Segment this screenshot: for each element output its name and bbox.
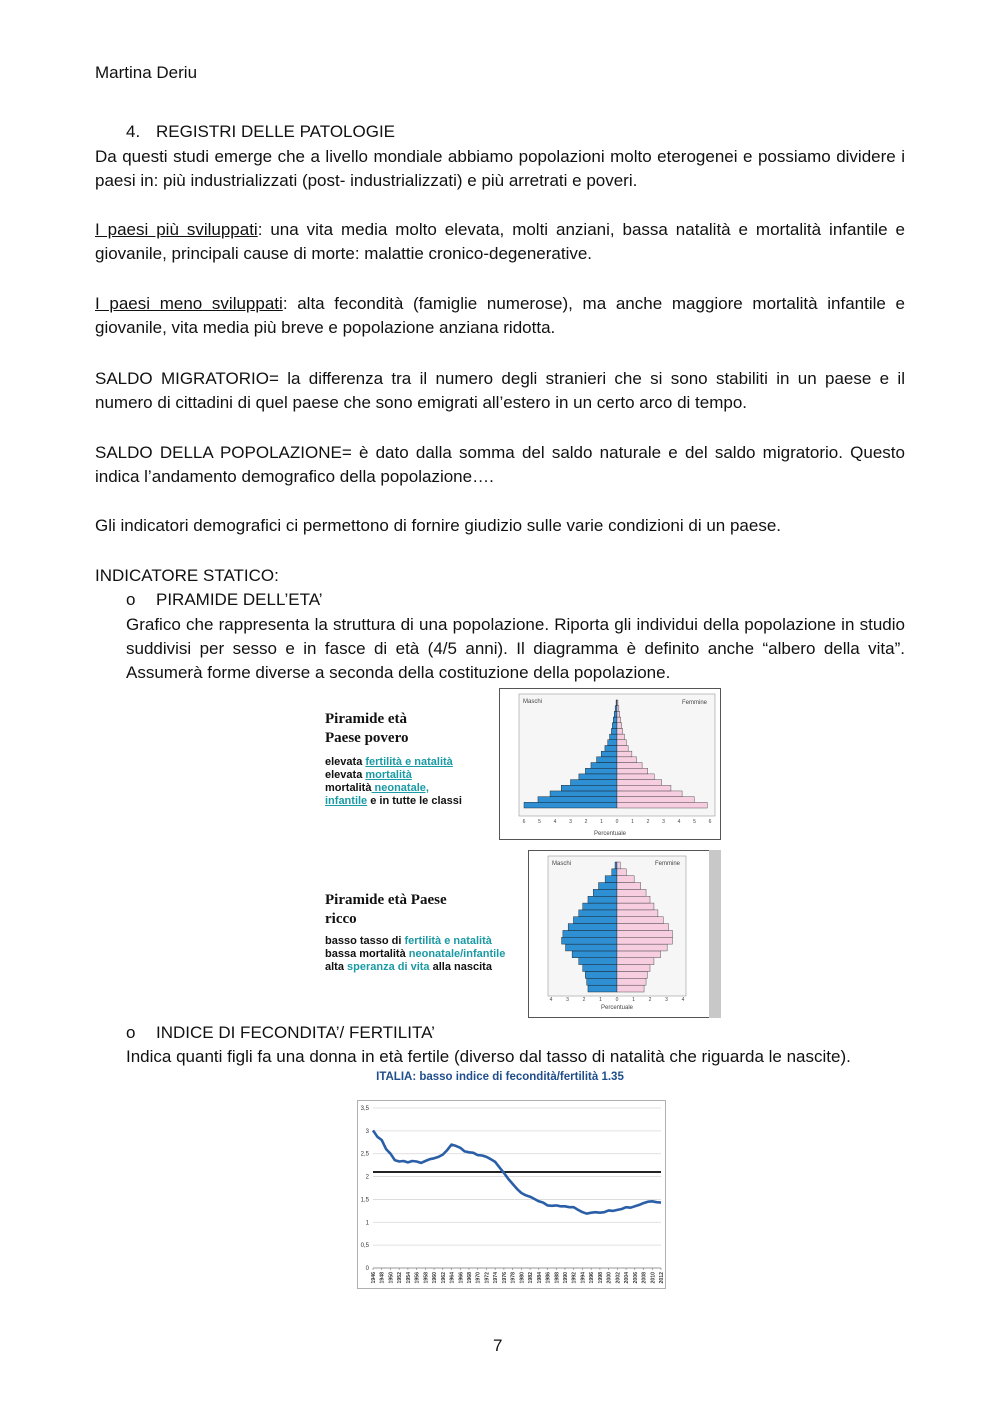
pyramid-poor-xlabel: Percentuale xyxy=(593,831,627,837)
x-tick-label: 2000 xyxy=(606,1272,613,1284)
x-tick-label: 2012 xyxy=(659,1272,665,1284)
pyramid-bar-male xyxy=(611,728,617,734)
pyramid-bar-male xyxy=(568,924,617,931)
x-tick-label: 1970 xyxy=(475,1272,482,1284)
pyramid-bar-female xyxy=(617,965,650,972)
x-tick-label: 1988 xyxy=(554,1272,561,1284)
pyramid-tick-label: 4 xyxy=(677,819,681,825)
paragraph-saldo-migratorio: SALDO MIGRATORIO= la differenza tra il numero degli stranieri che si sono stabiliti in un paese e il numero di cittadini di quel paese che sono emigrati all’estero in un certo arco di tempo. xyxy=(95,369,905,413)
pyramid-bar-female xyxy=(617,876,634,883)
pyramid-bar-male xyxy=(583,903,617,910)
x-tick-label: 1966 xyxy=(458,1272,465,1284)
pyramid-rich-chart xyxy=(528,850,721,1018)
pyramid-bar-female xyxy=(617,751,632,757)
pyramid-rich-xlabel: Percentuale xyxy=(600,1005,634,1011)
pyramid-bar-female xyxy=(617,937,672,944)
y-tick-label: 0 xyxy=(365,1266,369,1272)
pyramid-bar-female xyxy=(617,700,618,706)
pyramid-bar-female xyxy=(617,785,671,791)
pyramid-bar-female xyxy=(617,883,641,890)
pyramid-bar-female xyxy=(617,951,661,958)
x-tick-label: 1956 xyxy=(414,1272,421,1284)
pyramid-bar-male xyxy=(613,717,617,723)
pyramid-tick-label: 0 xyxy=(615,819,619,825)
x-tick-label: 1960 xyxy=(432,1272,439,1284)
pyramid-tick-label: 5 xyxy=(693,819,696,825)
x-tick-label: 1978 xyxy=(510,1272,517,1284)
bullet-piramide-title: PIRAMIDE DELL’ETA’ xyxy=(156,590,323,609)
pyramid-bar-female xyxy=(617,734,624,740)
fertility-chart xyxy=(357,1100,667,1290)
pyramid-bar-female xyxy=(617,774,654,780)
pyramid-bar-male xyxy=(563,930,617,937)
x-tick-label: 1968 xyxy=(467,1272,473,1284)
pyramid-bar-male xyxy=(614,711,617,717)
pyramid-bar-female xyxy=(617,706,619,712)
pyramid-bar-male xyxy=(597,757,617,763)
pyramid-bar-male xyxy=(538,797,617,803)
bullet-piramide-text: Grafico che rappresenta la struttura di una popolazione. Riporta gli individui della popolazione in studio suddivisi per sesso e in fasce di età (4/5 anni). Il diagramma è definito anche “albero della vita”. Assumerà forme diverse a seconda della costituzione della popolazione. xyxy=(126,615,905,683)
poor-line2-a: elevata xyxy=(325,769,366,781)
y-tick-label: 1 xyxy=(365,1220,369,1227)
pyramid-rich-caption xyxy=(325,891,525,974)
pyramid-bar-male xyxy=(612,869,617,876)
x-tick-label: 1976 xyxy=(501,1272,508,1284)
pyramid-poor-females-label: Femmine xyxy=(682,700,708,706)
pyramid-bar-male xyxy=(579,958,617,965)
pyramid-bar-female xyxy=(617,780,662,786)
y-tick-label: 3,5 xyxy=(360,1106,369,1112)
section-number: 4. xyxy=(126,122,141,141)
pyramid-bar-male xyxy=(561,785,617,791)
developed-label: I paesi più sviluppati xyxy=(95,220,258,239)
pyramid-tick-label: 6 xyxy=(522,819,526,825)
pyramid-bar-male xyxy=(588,896,617,903)
pyramid-bar-female xyxy=(617,802,707,808)
x-tick-label: 1948 xyxy=(379,1272,386,1284)
x-tick-label: 1996 xyxy=(589,1272,596,1284)
poor-line4-a: infantile xyxy=(325,795,368,807)
poor-line3-a: mortalità xyxy=(325,782,372,794)
pyramid-bar-female xyxy=(617,869,626,876)
pyramid-bar-female xyxy=(617,740,626,746)
author-name: Martina Deriu xyxy=(95,63,198,82)
paragraph-less-developed xyxy=(95,292,905,340)
pyramid-bar-male xyxy=(591,763,617,769)
less-developed-label: I paesi meno sviluppati xyxy=(95,294,283,313)
pyramid-bar-male xyxy=(605,745,617,751)
x-tick-label: 1972 xyxy=(484,1272,491,1284)
rich-line1-b: fertilità e natalità xyxy=(404,935,492,947)
bullet-fecondita-title: INDICE DI FECONDITA’/ FERTILITA’ xyxy=(156,1023,435,1042)
pyramid-bar-female xyxy=(617,944,667,951)
poor-line3-b: neonatale, xyxy=(371,782,429,794)
pyramid-bar-male xyxy=(583,965,617,972)
rich-line1-a: basso tasso di xyxy=(325,935,405,947)
pyramid-rich-males-label: Maschi xyxy=(552,861,572,867)
pyramid-bar-female xyxy=(617,896,650,903)
pyramid-tick-label: 1 xyxy=(600,819,603,825)
section-title: REGISTRI DELLE PATOLOGIE xyxy=(156,122,396,141)
y-tick-label: 3 xyxy=(365,1128,369,1135)
indicatore-statico-heading: INDICATORE STATICO: xyxy=(95,566,279,585)
pyramid-bar-female xyxy=(617,889,646,896)
pyramid-bar-female xyxy=(617,924,668,931)
pyramid-bar-male xyxy=(601,751,617,757)
pyramid-bar-female xyxy=(617,763,642,769)
pyramid-tick-label: 3 xyxy=(662,819,665,825)
developed-text: : una vita media molto elevata, molti anziani, bassa natalità e mortalità infantile e giovanile, principali cause di morte: malattie cronico-degenerative. xyxy=(95,220,906,264)
pyramid-tick-label: 5 xyxy=(538,819,541,825)
pyramid-bar-female xyxy=(617,711,620,717)
poor-line4-b: e in tutte le classi xyxy=(367,795,462,807)
pyramid-bar-male xyxy=(585,768,617,774)
pyramid-tick-label: 4 xyxy=(681,997,685,1003)
pyramid-tick-label: 2 xyxy=(648,997,652,1003)
bullet-symbol-2: o xyxy=(126,1023,136,1042)
pyramid-bar-female xyxy=(617,728,623,734)
pyramid-rich-title-2: ricco xyxy=(325,911,357,927)
x-tick-label: 2002 xyxy=(615,1272,622,1284)
pyramid-bar-male xyxy=(615,706,617,712)
paragraph-saldo-popolazione: SALDO DELLA POPOLAZIONE= è dato dalla somma del saldo naturale e del saldo migratorio. Questo indica l’andamento demografico della popolazione…. xyxy=(95,443,905,487)
pyramid-bar-female xyxy=(617,985,644,992)
x-tick-label: 1990 xyxy=(563,1272,569,1284)
x-tick-label: 1980 xyxy=(519,1272,526,1284)
pyramid-tick-label: 0 xyxy=(615,997,619,1003)
x-tick-label: 1962 xyxy=(440,1272,447,1284)
pyramid-rich-title-1: Piramide età Paese xyxy=(325,892,447,908)
pyramid-bar-female xyxy=(617,910,658,917)
pyramid-tick-label: 6 xyxy=(708,819,712,825)
pyramid-bar-male xyxy=(610,734,617,740)
pyramid-bar-female xyxy=(617,768,648,774)
rich-line3-c: alla nascita xyxy=(429,961,492,973)
rich-line2-a: bassa mortalità xyxy=(325,948,409,960)
pyramid-poor-males-label: Maschi xyxy=(523,699,543,705)
x-tick-label: 1986 xyxy=(545,1272,552,1284)
pyramid-bar-male xyxy=(524,802,617,808)
pyramid-bar-male xyxy=(599,883,617,890)
pyramid-bar-female xyxy=(617,958,654,965)
x-tick-label: 2006 xyxy=(632,1272,639,1284)
pyramid-poor-title-2: Paese povero xyxy=(325,730,409,746)
pyramid-bar-male xyxy=(579,774,617,780)
pyramid-bar-male xyxy=(573,917,617,924)
paragraph-intro: Da questi studi emerge che a livello mondiale abbiamo popolazioni molto eterogenei e possiamo dividere i paesi in: più industrializzati (post- industrializzati) e più arretrati e poveri. xyxy=(95,147,905,191)
pyramid-bar-male xyxy=(572,951,617,958)
x-tick-label: 1994 xyxy=(580,1272,587,1284)
pyramid-tick-label: 4 xyxy=(549,997,553,1003)
x-tick-label: 1974 xyxy=(493,1272,500,1284)
x-tick-label: 2010 xyxy=(650,1272,657,1284)
fertility-chart-title: ITALIA: basso indice di fecondità/fertilità 1.35 xyxy=(376,1071,624,1083)
x-tick-label: 1984 xyxy=(536,1272,543,1284)
x-tick-label: 1950 xyxy=(388,1272,395,1284)
x-tick-label: 2008 xyxy=(641,1272,648,1284)
pyramid-tick-label: 3 xyxy=(569,819,572,825)
y-tick-label: 2 xyxy=(365,1174,369,1181)
pyramid-bar-female xyxy=(617,791,682,797)
y-tick-label: 2,5 xyxy=(360,1151,369,1158)
pyramid-bar-female xyxy=(617,917,663,924)
x-tick-label: 1946 xyxy=(371,1272,377,1284)
less-developed-text: : alta fecondità (famiglie numerose), ma anche maggiore mortalità infantile e giovanile, vita media più breve e popolazione anziana ridotta. xyxy=(95,294,906,338)
pyramid-bar-male xyxy=(605,876,617,883)
pyramid-bar-female xyxy=(617,971,647,978)
poor-line1-b: fertilità e natalità xyxy=(365,756,453,768)
pyramid-bar-male xyxy=(615,862,617,869)
pyramid-poor-chart xyxy=(499,688,721,840)
pyramid-bar-male xyxy=(588,985,617,992)
bullet-fecondita-text: Indica quanti figli fa una donna in età fertile (diverso dal tasso di natalità che riguarda le nascite). xyxy=(126,1047,851,1066)
pyramid-bar-female xyxy=(617,757,637,763)
pyramid-bar-female xyxy=(617,978,646,985)
pyramid-tick-label: 3 xyxy=(566,997,569,1003)
pyramid-tick-label: 2 xyxy=(582,997,586,1003)
pyramid-bar-female xyxy=(617,717,621,723)
pyramid-rich-females-label: Femmine xyxy=(655,861,681,867)
x-tick-label: 2004 xyxy=(624,1272,631,1284)
bullet-symbol: o xyxy=(126,590,136,609)
x-tick-label: 1992 xyxy=(571,1272,578,1284)
paragraph-indicatori: Gli indicatori demografici ci permettono di fornire giudizio sulle varie condizioni di un paese. xyxy=(95,516,782,535)
pyramid-tick-label: 3 xyxy=(665,997,668,1003)
x-tick-label: 1952 xyxy=(397,1272,404,1284)
pyramid-tick-label: 4 xyxy=(553,819,557,825)
pyramid-bar-male xyxy=(579,910,617,917)
pyramid-tick-label: 2 xyxy=(584,819,588,825)
x-tick-label: 1958 xyxy=(423,1272,430,1284)
pyramid-tick-label: 2 xyxy=(646,819,650,825)
x-tick-label: 1964 xyxy=(449,1272,456,1284)
poor-line1-a: elevata xyxy=(325,756,366,768)
pyramid-bar-male xyxy=(587,978,617,985)
pyramid-bar-female xyxy=(617,723,622,729)
x-tick-label: 1998 xyxy=(597,1272,604,1284)
pyramid-tick-label: 1 xyxy=(599,997,602,1003)
rich-line3-b: speranza di vita xyxy=(347,961,430,973)
pyramid-tick-label: 1 xyxy=(632,997,635,1003)
poor-line2-b: mortalità xyxy=(365,769,412,781)
pyramid-bar-female xyxy=(617,930,672,937)
pyramid-bar-male xyxy=(562,937,617,944)
rich-line2-b: neonatale/infantile xyxy=(408,948,506,960)
y-tick-label: 0,5 xyxy=(360,1243,369,1250)
pyramid-bar-male xyxy=(612,723,617,729)
pyramid-bar-female xyxy=(617,862,620,869)
pyramid-bar-male xyxy=(550,791,617,797)
x-tick-label: 1982 xyxy=(528,1272,535,1284)
pyramid-bar-female xyxy=(617,903,654,910)
pyramid-bar-female xyxy=(617,797,694,803)
paragraph-developed xyxy=(95,218,905,266)
pyramid-bar-male xyxy=(566,944,617,951)
pyramid-bar-male xyxy=(593,889,617,896)
pyramid-bar-male xyxy=(571,780,618,786)
y-tick-label: 1,5 xyxy=(360,1197,369,1204)
page-number: 7 xyxy=(493,1336,503,1355)
rich-line3-a: alta xyxy=(325,961,348,973)
pyramid-tick-label: 1 xyxy=(631,819,634,825)
pyramid-bar-male xyxy=(585,971,617,978)
pyramid-poor-caption xyxy=(325,710,505,808)
pyramid-bar-male xyxy=(608,740,617,746)
x-tick-label: 1954 xyxy=(405,1272,412,1284)
pyramid-poor-title-1: Piramide età xyxy=(325,711,408,727)
pyramid-bar-female xyxy=(617,745,628,751)
